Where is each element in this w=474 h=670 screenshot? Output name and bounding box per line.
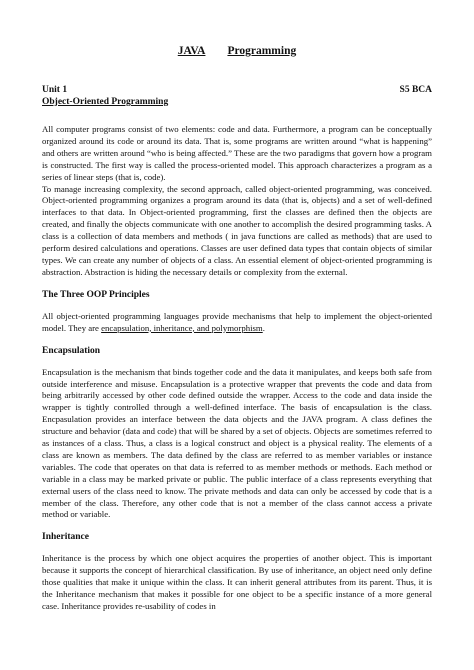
unit-header-row [42, 84, 432, 96]
document-title [42, 44, 432, 58]
section-heading-encapsulation: Encapsulation [42, 345, 101, 356]
oop-text-before: All object-oriented programming languages provide mechanisms that help to implement the object-oriented model. They are [42, 310, 432, 333]
title-java: JAVA [177, 45, 206, 57]
intro-paragraph-1: All computer programs consist of two elements: code and data. Furthermore, a program can be conceptually organized around its code or around its data. That is, some programs are written around “what is happening” and others are written around “who is being affected.” These are the two paradigms that govern how a program is constructed. The first way is called the process-oriented model. This approach characterizes a program as a series of linear steps (that is, code). [42, 124, 432, 182]
unit-subtitle: Object-Oriented Programming [42, 97, 169, 107]
inheritance-paragraph: Inheritance is the process by which one object acquires the properties of another object. This is important because it supports the concept of hierarchical classification. By use of inheritance, an object need only define those qualities that make it unique within the class. It can inherit general attributes from its parent. Thus, it is the Inheritance mechanism that makes it possible for one object to be a specific instance of a more general case. Inheritance provides re-usability of codes in [42, 553, 432, 611]
oop-paragraph [42, 311, 432, 335]
encapsulation-paragraph: Encapsulation is the mechanism that binds together code and the data it manipulates, and keeps both safe from outside interference and misuse. Encapsulation is a protective wrapper that prevents the code and data from being arbitrarily accessed by other code defined outside the wrapper. Access to the code and data inside the wrapper is tightly controlled through a well-defined interface. The basis of encapsulation is the class. Encpasulation provides an interface between the data objects and the JAVA program. A class defines the structure and behavior (data and code) that will be shared by a set of objects. Objects are sometimes referred to as instances of a class. Thus, a class is a logical construct and object is a physical reality. The elements of a class are known as members. The data defined by the class are referred to as member variables or instance variables. The code that operates on that data is referred to as member methods or methods. Each method or variable in a class may be marked private or public. The public interface of a class represents everything that external users of the class need to know. The private methods and data can only be accessed by code that is a member of the class. Therefore, any other code that is not a member of the class cannot access a private method or variable. [42, 366, 432, 520]
unit-label: Unit 1 [42, 85, 68, 95]
section-heading-oop: The Three OOP Principles [42, 289, 150, 300]
oop-principles-underlined: encapsulation, inheritance, and polymorphism [101, 322, 263, 333]
title-programming: Programming [227, 45, 297, 57]
intro-paragraph-2: To manage increasing complexity, the second approach, called object-oriented programming, was conceived. Object-oriented programming organizes a program around its data (that is, objects) and a set of well-defined interfaces to that data. In Object-oriented programming, first the classes are defined then the objects are created, and finally the objects communicate with one another to accomplish the desired programming tasks. A class is a collection of data members and methods ( in java functions are called as methods) that are used to perform desired calculations and operations. Classes are user defined data types that contain objects of similar types. We can create any number of objects of a class. An essential element of object-oriented programming is abstraction. Abstraction is hiding the necessary details or complexity from the external. [42, 183, 432, 277]
course-label: S5 BCA [399, 85, 432, 95]
section-heading-inheritance: Inheritance [42, 532, 89, 543]
oop-text-after: . [262, 322, 265, 333]
